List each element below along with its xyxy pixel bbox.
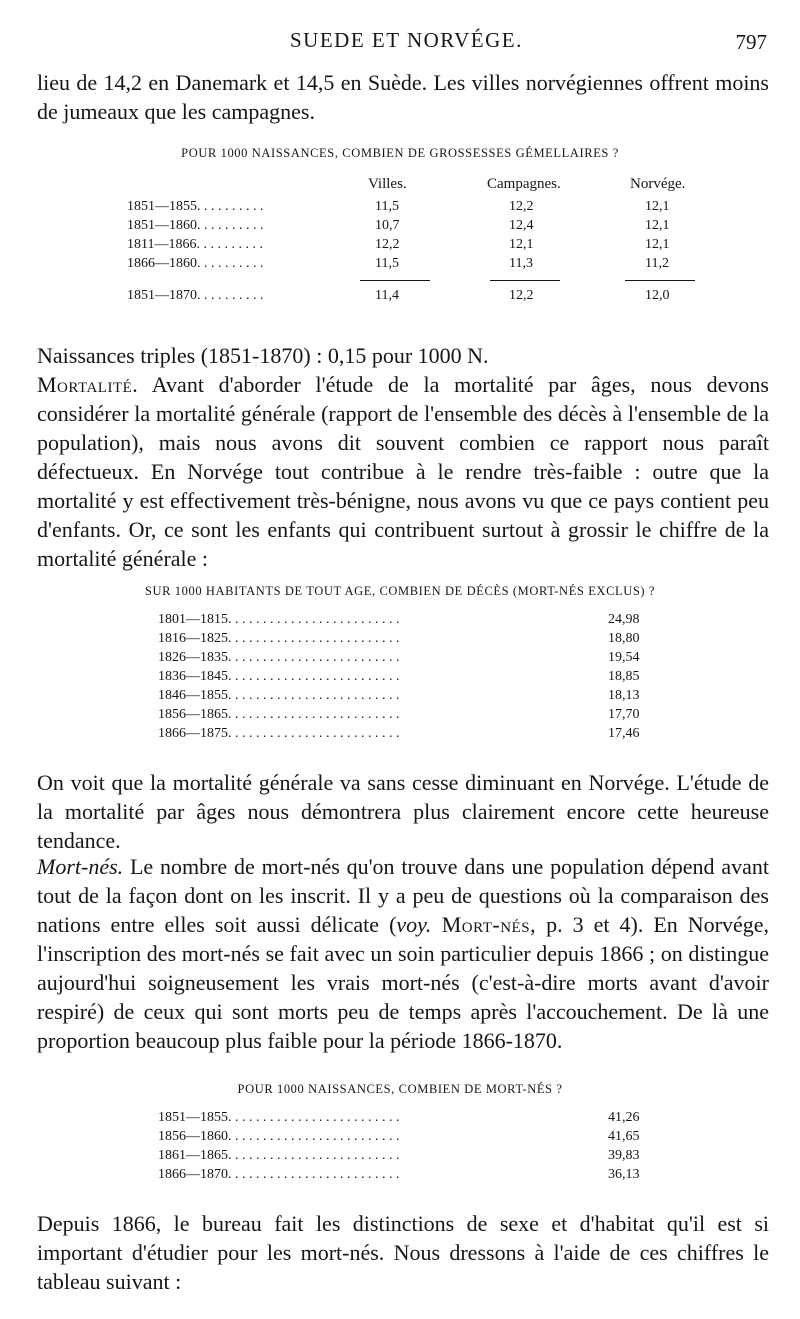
leader-dots: . . . . . . . . . . . . . . . . . . . . . . . . . bbox=[228, 631, 400, 646]
row-period: 1851—1870 bbox=[127, 288, 197, 303]
final-paragraph: Depuis 1866, le bureau fait les distinctions de sexe et d'habitat qu'il est si important d'étudier pour les mort-nés. Nous dressons à l'aide de ces chiffres le tableau suivant : bbox=[37, 1211, 769, 1294]
page-header bbox=[0, 28, 800, 58]
table-row bbox=[158, 1167, 658, 1187]
table-row bbox=[158, 631, 658, 651]
row-period: 1851—1860 bbox=[127, 218, 197, 233]
table-twins-caption: POUR 1000 NAISSANCES, COMBIEN DE GROSSESSES GÉMELLAIRES ? bbox=[181, 146, 619, 160]
table-row bbox=[158, 726, 658, 746]
value-norvege: 11,2 bbox=[645, 256, 669, 271]
mortnes-cross-reference: Mort-nés, bbox=[431, 912, 537, 937]
value-norvege: 12,1 bbox=[645, 218, 670, 233]
value-villes: 11,5 bbox=[375, 256, 399, 271]
mortnes-paragraph bbox=[37, 852, 769, 1055]
value-villes: 12,2 bbox=[375, 237, 400, 252]
leader-dots: . . . . . . . . . . . . . . . . . . . . . . . . . bbox=[228, 726, 400, 741]
row-period: 1816—1825 bbox=[158, 631, 228, 646]
leader-dots: . . . . . . . . . . bbox=[197, 288, 264, 303]
row-period: 1866—1875 bbox=[158, 726, 228, 741]
value-norvege: 12,1 bbox=[645, 199, 670, 214]
row-period: 1836—1845 bbox=[158, 669, 228, 684]
table-row bbox=[127, 237, 687, 257]
table-row bbox=[158, 688, 658, 708]
row-value: 41,65 bbox=[608, 1129, 640, 1144]
leader-dots: . . . . . . . . . . . . . . . . . . . . . . . . . bbox=[228, 612, 400, 627]
leader-dots: . . . . . . . . . . . . . . . . . . . . . . . . . bbox=[228, 1129, 400, 1144]
leader-dots: . . . . . . . . . . . . . . . . . . . . . . . . . bbox=[228, 650, 400, 665]
mortalite-heading: Mortalité. bbox=[37, 372, 139, 397]
table-row bbox=[158, 707, 658, 727]
row-value: 39,83 bbox=[608, 1148, 640, 1163]
mortnes-heading: Mort-nés. bbox=[37, 854, 124, 879]
mortnes-text-2: p. 3 et 4). En Norvége, l'inscription des mort-nés se fait avec un soin particulier depuis 1866 ; on distingue aujourd'hui soigneusement les vrais mort-nés (c'est-à-dire morts avant d'avoir respiré) de ceux qui sont morts peu de temps après l'accouchement. De là une proportion beaucoup plus faible pour la période 1866-1870. bbox=[37, 912, 770, 1053]
table-row bbox=[127, 218, 687, 238]
row-period: 1846—1855 bbox=[158, 688, 228, 703]
voy-abbrev: voy. bbox=[396, 912, 432, 937]
value-villes: 11,5 bbox=[375, 199, 399, 214]
row-period: 1866—1860 bbox=[127, 256, 197, 271]
row-period: 1856—1860 bbox=[158, 1129, 228, 1144]
leader-dots: . . . . . . . . . . . . . . . . . . . . . . . . . bbox=[228, 1110, 400, 1125]
table-row bbox=[127, 256, 687, 276]
table-stillbirths-caption: POUR 1000 NAISSANCES, COMBIEN DE MORT-NÉS ? bbox=[237, 1082, 563, 1096]
row-period: 1811—1866 bbox=[127, 237, 197, 252]
row-value: 41,26 bbox=[608, 1110, 640, 1125]
row-value: 36,13 bbox=[608, 1167, 640, 1182]
table-row bbox=[158, 650, 658, 670]
row-period: 1801—1815 bbox=[158, 612, 228, 627]
value-norvege: 12,1 bbox=[645, 237, 670, 252]
table-row bbox=[127, 199, 687, 219]
table-deaths-caption: SUR 1000 HABITANTS DE TOUT AGE, COMBIEN DE DÉCÈS (MORT-NÉS EXCLUS) ? bbox=[144, 584, 656, 598]
table-row bbox=[158, 612, 658, 632]
column-header-campagnes: Campagnes. bbox=[487, 176, 561, 192]
row-period: 1851—1855 bbox=[158, 1110, 228, 1125]
sum-rule-villes bbox=[360, 280, 430, 281]
value-campagnes: 12,2 bbox=[509, 288, 534, 303]
sum-rule-campagnes bbox=[490, 280, 560, 281]
leader-dots: . . . . . . . . . . . . . . . . . . . . . . . . . bbox=[228, 669, 400, 684]
row-value: 17,70 bbox=[608, 707, 640, 722]
running-title: SUEDE ET NORVÉGE. bbox=[290, 28, 523, 52]
row-value: 19,54 bbox=[608, 650, 640, 665]
table-row bbox=[158, 669, 658, 689]
value-campagnes: 12,4 bbox=[509, 218, 534, 233]
sum-rule-norvege bbox=[625, 280, 695, 281]
leader-dots: . . . . . . . . . . . . . . . . . . . . . . . . . bbox=[228, 1148, 400, 1163]
row-value: 18,80 bbox=[608, 631, 640, 646]
value-villes: 11,4 bbox=[375, 288, 399, 303]
column-header-norvege: Norvége. bbox=[630, 176, 686, 192]
value-campagnes: 12,1 bbox=[509, 237, 534, 252]
row-period: 1866—1870 bbox=[158, 1167, 228, 1182]
mortalite-text: Avant d'aborder l'étude de la mortalité par âges, nous devons considérer la mortalité générale (rapport de l'ensemble des décès à l'ensemble de la population), mais nous avons dit souvent combien ce rapport nous paraît défectueux. En Norvége tout contribue à le rendre très-faible : outre que la mortalité y est effectivement très-bénigne, nous avons vu que ce pays contient peu d'enfants. Or, ce sont les enfants qui contribuent surtout à grossir le chiffre de la mortalité générale : bbox=[37, 372, 769, 571]
mortalite-paragraph bbox=[37, 370, 769, 573]
column-header-villes: Villes. bbox=[368, 176, 407, 192]
value-campagnes: 12,2 bbox=[509, 199, 534, 214]
leader-dots: . . . . . . . . . . bbox=[197, 199, 264, 214]
leader-dots: . . . . . . . . . . bbox=[197, 256, 264, 271]
leader-dots: . . . . . . . . . . bbox=[197, 218, 264, 233]
tendance-paragraph: On voit que la mortalité générale va sans cesse diminuant en Norvége. L'étude de la mortalité par âges nous démontrera plus clairement encore cette heureuse tendance. bbox=[37, 770, 769, 853]
value-campagnes: 11,3 bbox=[509, 256, 533, 271]
table-row bbox=[158, 1129, 658, 1149]
value-villes: 10,7 bbox=[375, 218, 400, 233]
table-row bbox=[158, 1148, 658, 1168]
row-value: 24,98 bbox=[608, 612, 640, 627]
table-row bbox=[158, 1110, 658, 1130]
row-period: 1861—1865 bbox=[158, 1148, 228, 1163]
leader-dots: . . . . . . . . . . . . . . . . . . . . . . . . . bbox=[228, 688, 400, 703]
value-norvege: 12,0 bbox=[645, 288, 670, 303]
triples-line: Naissances triples (1851-1870) : 0,15 pour 1000 N. bbox=[37, 343, 489, 368]
row-value: 18,13 bbox=[608, 688, 640, 703]
row-value: 18,85 bbox=[608, 669, 640, 684]
table-total-row bbox=[127, 288, 687, 308]
row-value: 17,46 bbox=[608, 726, 640, 741]
leader-dots: . . . . . . . . . . . . . . . . . . . . . . . . . bbox=[228, 707, 400, 722]
leader-dots: . . . . . . . . . . . . . . . . . . . . . . . . . bbox=[228, 1167, 400, 1182]
mortnes-text-1: Le nombre de mort-nés qu'on trouve dans une population dépend avant tout de la façon dont on les inscrit. Il y a peu de questions où la comparaison des nations entre elles soit aussi délicate ( bbox=[37, 854, 769, 937]
page-number: 797 bbox=[735, 30, 767, 54]
row-period: 1826—1835 bbox=[158, 650, 228, 665]
row-period: 1851—1855 bbox=[127, 199, 197, 214]
leader-dots: . . . . . . . . . . bbox=[196, 237, 263, 252]
intro-paragraph: lieu de 14,2 en Danemark et 14,5 en Suède. Les villes norvégiennes offrent moins de jumeaux que les campagnes. bbox=[37, 70, 769, 124]
row-period: 1856—1865 bbox=[158, 707, 228, 722]
